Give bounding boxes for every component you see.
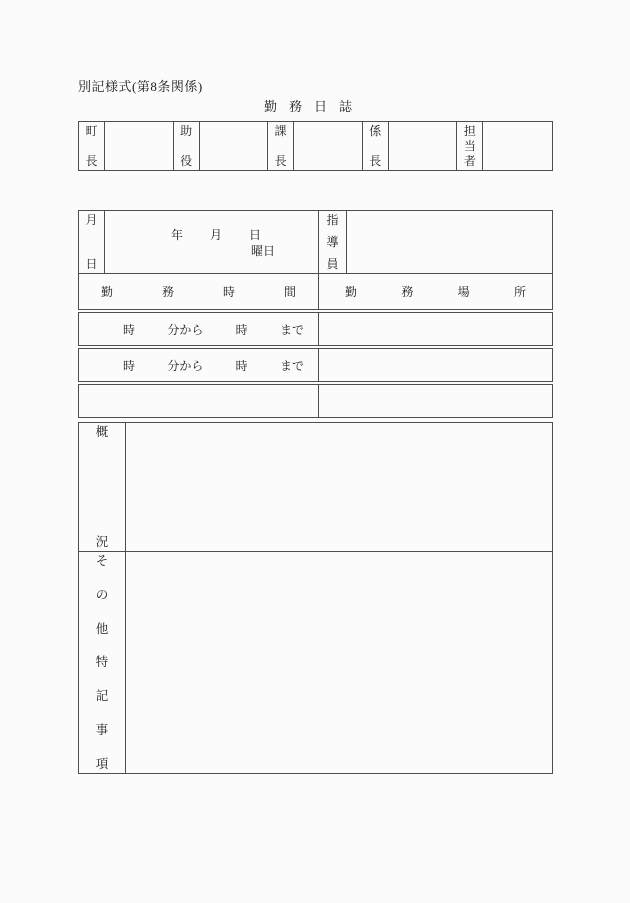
form-title: 勤 務 日 誌 <box>264 99 352 114</box>
date-entry-cell <box>105 211 319 273</box>
minute-from-label: 分から <box>167 358 204 373</box>
notes-section <box>78 551 553 774</box>
approval-pair-person-in-charge <box>457 122 552 170</box>
time-range-cell-2 <box>79 349 319 381</box>
approval-label-deputy-mayor: 助 役 <box>174 122 200 170</box>
date-row <box>78 210 553 274</box>
work-time-header: 勤 務 時 間 <box>79 274 319 309</box>
approval-pair-deputy-mayor <box>174 122 269 170</box>
notes-content-cell <box>126 552 552 773</box>
approval-pair-section-chief <box>268 122 363 170</box>
hour-label: 時 <box>123 322 136 337</box>
summary-section <box>78 422 553 552</box>
work-place-cell-2 <box>319 349 552 381</box>
work-place-header: 勤 務 場 所 <box>345 285 526 299</box>
until-label: まで <box>279 358 304 373</box>
approval-seal-cell-deputy-mayor <box>200 122 269 170</box>
work-place-cell-1 <box>319 313 552 345</box>
approval-pair-mayor <box>79 122 174 170</box>
approval-pair-subsection-chief <box>363 122 458 170</box>
hour-label: 時 <box>123 358 136 373</box>
hour-label: 時 <box>235 322 248 337</box>
work-place-cell-3 <box>319 385 552 417</box>
main-form-body <box>78 210 553 774</box>
summary-content-cell <box>126 423 552 551</box>
approval-seal-cell-subsection-chief <box>389 122 458 170</box>
summary-label: 概 況 <box>79 423 126 551</box>
time-row-3-blank <box>78 384 553 418</box>
date-parts-label: 年 月 日 <box>171 228 261 242</box>
instructor-label: 指 導 員 <box>319 211 347 273</box>
until-label: まで <box>279 322 304 337</box>
approval-label-mayor: 町 長 <box>79 122 105 170</box>
time-range-cell-3 <box>79 385 319 417</box>
notes-label: そ の 他 特 記 事 項 <box>79 552 126 773</box>
approval-label-person-in-charge: 担 当 者 <box>457 122 483 170</box>
approval-seal-cell-person-in-charge <box>483 122 552 170</box>
instructor-entry-cell <box>347 211 552 273</box>
hour-label: 時 <box>235 358 248 373</box>
work-header-row <box>78 273 553 310</box>
date-label: 月 日 <box>79 211 105 273</box>
time-row-1 <box>78 312 553 346</box>
time-row-2 <box>78 348 553 382</box>
approval-table <box>78 121 553 171</box>
weekday-label: 曜日 <box>251 244 276 258</box>
time-range-cell-1 <box>79 313 319 345</box>
minute-from-label: 分から <box>167 322 204 337</box>
approval-label-subsection-chief: 係 長 <box>363 122 389 170</box>
approval-seal-cell-section-chief <box>294 122 363 170</box>
approval-seal-cell-mayor <box>105 122 174 170</box>
approval-label-section-chief: 課 長 <box>268 122 294 170</box>
form-note: 別記様式(第8条関係) <box>78 79 203 94</box>
